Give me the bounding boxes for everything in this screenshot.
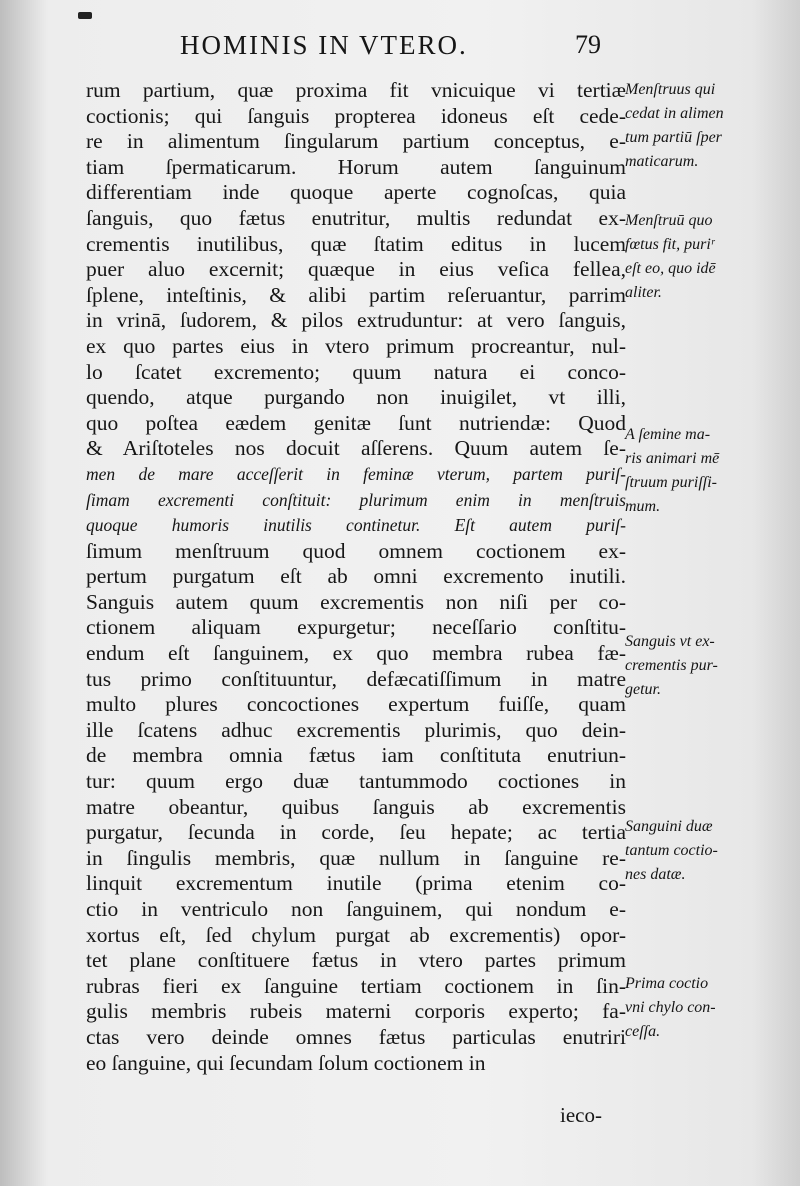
quotation-line: quoque humoris inutilis continetur. Eſt autem puriſ- — [86, 515, 626, 536]
marginal-note — [625, 78, 795, 174]
main-text-block — [86, 78, 626, 1076]
text-line: linquit excrementum inutile (prima etenim co- — [86, 871, 626, 896]
note-line: fœtus fit, puriʳ — [625, 236, 715, 253]
text-line: ctio in ventriculo non ſanguinem, qui nondum e- — [86, 897, 626, 921]
text-line: quo poſtea eædem genitæ ſunt nutriendæ: Quod — [86, 410, 626, 435]
marginal-note — [625, 815, 795, 887]
quotation-line: ſimam excrementi conſtituit: plurimum enim in menſtruis — [86, 489, 626, 510]
text-line: lo ſcatet excremento; quum natura ei conco- — [86, 359, 626, 384]
text-line: in ſingulis membris, quæ nullum in ſanguine re- — [86, 845, 626, 870]
text-line: puer aluo excernit; quæque in eius veſica fellea, — [86, 257, 626, 282]
note-line: eſt eo, quo idē — [625, 260, 716, 277]
note-line: tum partiū ſper — [625, 129, 722, 146]
page-number: 79 — [575, 30, 601, 59]
text-line: endum eſt ſanguinem, ex quo membra rubea fæ- — [86, 641, 626, 666]
page-header — [170, 30, 630, 70]
note-line: Menſtruus qui — [625, 81, 716, 98]
text-line: rubras fieri ex ſanguine tertiam coctionem in ſin- — [86, 973, 626, 998]
text-line: matre obeantur, quibus ſanguis ab excrementis — [86, 794, 626, 819]
text-line: & Ariſtoteles nos docuit aſſerens. Quum autem ſe- — [86, 436, 626, 461]
text-line: multo plures concoctiones expertum fuiſſe, quam — [86, 692, 626, 717]
text-line: differentiam inde quoque aperte cognoſcas, quia — [86, 180, 626, 205]
text-line: tet plane conſtituere fætus in vtero partes primum — [86, 948, 626, 973]
quotation-line: men de mare acceſſerit in feminæ vterum, partem puriſ- — [86, 463, 626, 484]
text-line: ex quo partes eius in vtero primum procreantur, nul- — [86, 333, 626, 358]
text-line: ctas vero deinde omnes fætus particulas enutriri — [86, 1024, 626, 1049]
note-line: mum. — [625, 498, 661, 515]
text-line: crementis inutilibus, quæ ſtatim editus in lucem — [86, 231, 626, 256]
note-line: aliter. — [625, 284, 662, 301]
text-line: de membra omnia fætus iam conſtituta enutriun- — [86, 743, 626, 768]
marginal-note — [625, 423, 795, 519]
text-line: ſanguis, quo fætus enutritur, multis redundat ex- — [86, 205, 626, 230]
text-line: pertum purgatum eſt ab omni excremento inutili. — [86, 564, 626, 589]
marginal-note — [625, 209, 795, 305]
text-line: re in alimentum ſingularum partium conceptus, e- — [86, 129, 626, 154]
text-line: ille ſcatens adhuc excrementis plurimis, quo dein- — [86, 717, 626, 742]
note-line: ceſſa. — [625, 1023, 661, 1040]
text-line: ſimum menſtruum quod omnem coctionem ex- — [86, 538, 626, 563]
text-line: purgatur, ſecunda in corde, ſeu hepate; ac tertia — [86, 820, 626, 845]
note-line: getur. — [625, 681, 661, 698]
note-line: nes datæ. — [625, 866, 686, 883]
text-line: tiam ſpermaticarum. Horum autem ſanguinum — [86, 154, 626, 179]
text-line: ſplene, inteſtinis, & alibi partim reſeruantur, parrim — [86, 282, 626, 307]
marginal-note — [625, 972, 795, 1044]
text-line: tur: quum ergo duæ tantummodo coctiones in — [86, 769, 626, 794]
marginal-note — [625, 630, 795, 702]
note-line: A ſemine ma- — [625, 426, 711, 443]
running-head: HOMINIS IN VTERO. — [180, 30, 468, 60]
note-line: Sanguini duæ — [625, 818, 713, 835]
note-line: vni chylo con- — [625, 999, 716, 1016]
note-line: crementis pur- — [625, 657, 718, 674]
text-line: gulis membris rubeis materni corporis experto; fa- — [86, 999, 626, 1024]
text-line: coctionis; qui ſanguis propterea idoneus eſt cede- — [86, 103, 626, 128]
catchword: ieco- — [560, 1103, 602, 1127]
text-line: xortus eſt, ſed chylum purgat ab excrementis) opor- — [86, 922, 626, 947]
note-line: ris animari mē — [625, 450, 720, 467]
note-line: Menſtruū quo — [625, 212, 713, 229]
text-line: Sanguis autem quum excrementis non niſi per co- — [86, 589, 626, 614]
note-line: tantum coctio- — [625, 842, 718, 859]
ink-mark — [78, 12, 92, 19]
text-line: quendo, atque purgando non inuigilet, vt illi, — [86, 385, 626, 410]
text-line: ctionem aliquam expurgetur; neceſſario conſtitu- — [86, 615, 626, 640]
note-line: Sanguis vt ex- — [625, 633, 715, 650]
text-line: eo ſanguine, qui ſecundam ſolum coctionem in — [86, 1050, 486, 1075]
note-line: Prima coctio — [625, 975, 709, 992]
note-line: ſtruum puriſſi- — [625, 474, 718, 491]
text-line: in vrinā, ſudorem, & pilos extruduntur: at vero ſanguis, — [86, 308, 626, 333]
note-line: cedat in alimen — [625, 105, 724, 122]
text-line: rum partium, quæ proxima fit vnicuique vi tertiæ — [86, 78, 626, 102]
note-line: maticarum. — [625, 153, 699, 170]
text-line: tus primo conſtituuntur, defæcatiſſimum in matre — [86, 666, 626, 691]
